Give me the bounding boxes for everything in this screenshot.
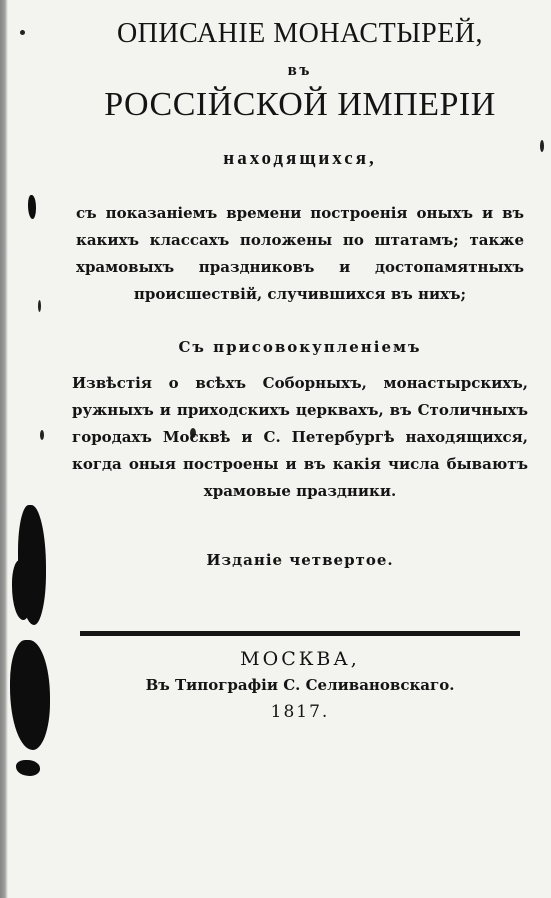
imprint-printer: Въ Типографіи С. Селивановскаго. [145, 676, 455, 694]
addition-heading: Съ присовокупленіемъ [178, 338, 422, 356]
ink-speck [540, 140, 544, 152]
empire-title: РОССІЙСКОЙ ИМПЕРІИ [104, 86, 496, 123]
ink-speck [40, 430, 44, 440]
subtitle-located: находящихся, [223, 148, 377, 169]
description-paragraph: съ показаніемъ времени построенія оныхъ и въ какихъ классахъ положены по штатамъ; также храмовыхъ праздниковъ и достопамятныхъ происшествій, случившихся въ нихъ; [76, 204, 524, 303]
title-preposition: въ [287, 60, 313, 79]
addition-paragraph: Извѣстія о всѣхъ Соборныхъ, монастырскихъ, ружныхъ и приходскихъ церквахъ, въ Столичныхъ городахъ Москвѣ и С. Петербургѣ находящихся, когда оныя построены и въ какія числа бываютъ храмовые праздники. [72, 374, 528, 500]
ink-blot [12, 560, 32, 620]
main-title: ОПИСАНІЕ МОНАСТЫРЕЙ, [116, 18, 484, 49]
ink-blot [16, 760, 40, 776]
ink-speck [38, 300, 41, 312]
ink-speck [20, 30, 25, 35]
title-page-content [70, 14, 530, 722]
imprint-year: 1817. [270, 702, 330, 722]
ink-blot [28, 195, 36, 219]
edition-note: Изданіе четвертое. [206, 551, 394, 569]
imprint-divider [80, 631, 520, 636]
page-edge-shadow [0, 0, 8, 898]
imprint-city: МОСКВА, [240, 648, 360, 670]
ink-blot [10, 640, 50, 750]
